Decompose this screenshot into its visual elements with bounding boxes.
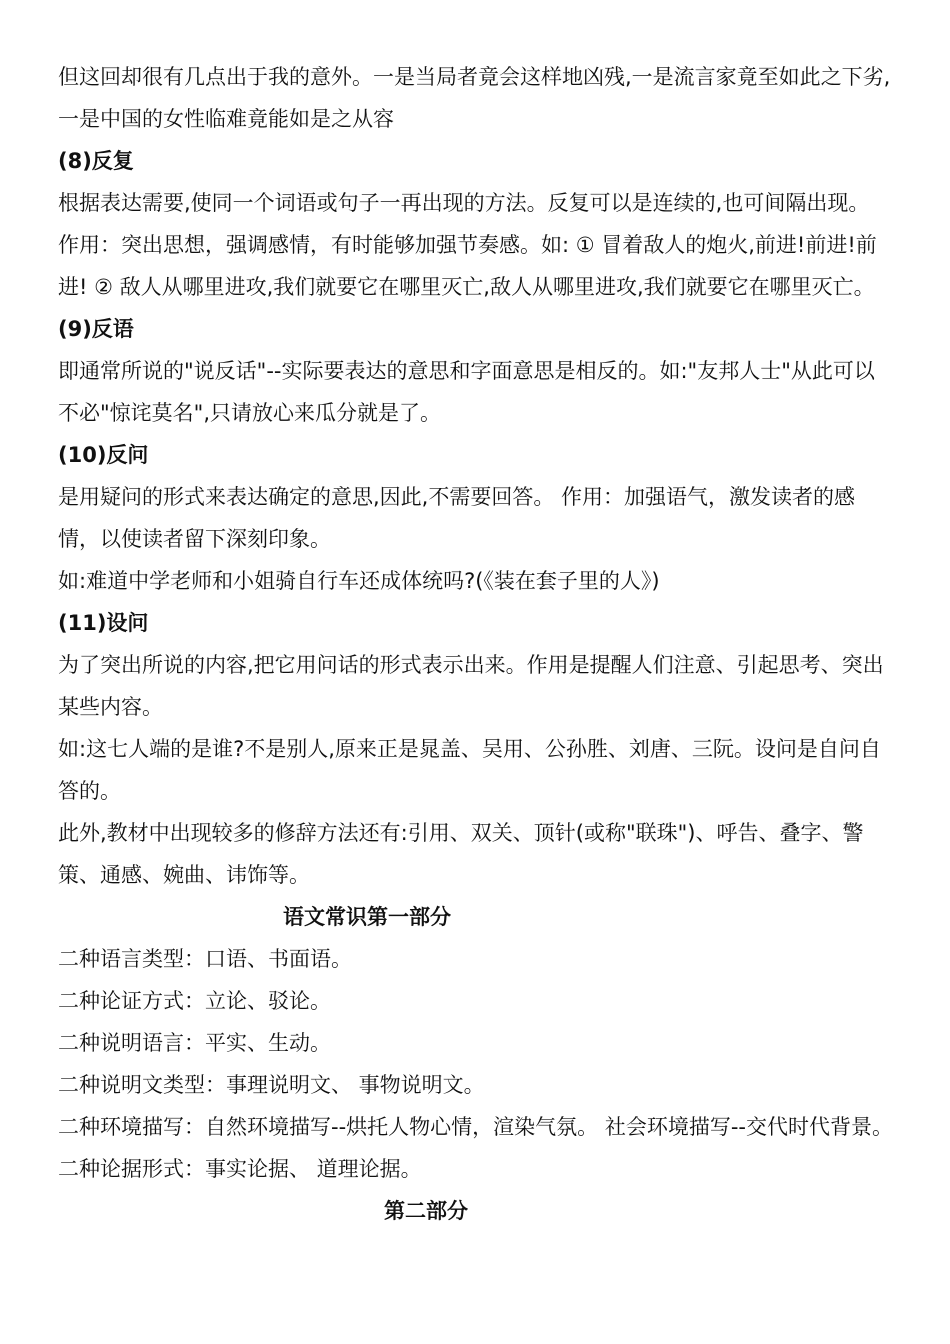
section-title-part-one: 语文常识第一部分 bbox=[283, 905, 451, 929]
heading-irony: (9)反语 bbox=[58, 317, 134, 341]
list-item: 二种说明语言：平实、生动。 bbox=[58, 1031, 331, 1055]
paragraph-rhetorical-question: 是用疑问的形式来表达确定的意思,因此,不需要回答。 作用：加强语气，激发读者的感情，以使读者留下深刻印象。 bbox=[58, 485, 856, 551]
list-item: 二种环境描写：自然环境描写--烘托人物心情，渲染气氛。 社会环境描写--交代时代背景。 bbox=[58, 1115, 893, 1139]
paragraph-other-methods: 此外,教材中出现较多的修辞方法还有:引用、双关、顶针(或称"联珠")、呼告、叠字、警策、通感、婉曲、讳饰等。 bbox=[58, 821, 864, 887]
paragraph-quote: 但这回却很有几点出于我的意外。一是当局者竟会这样地凶残,一是流言家竟至如此之下劣,一是中国的女性临难竟能如是之从容 bbox=[58, 65, 891, 131]
heading-repetition: (8)反复 bbox=[58, 149, 134, 173]
list-item: 二种论证方式：立论、驳论。 bbox=[58, 989, 331, 1013]
section-title-part-two: 第二部分 bbox=[384, 1199, 468, 1223]
paragraph-hypophora-example: 如:这七人端的是谁?不是别人,原来正是晁盖、吴用、公孙胜、刘唐、三阮。设问是自问自答的。 bbox=[58, 737, 881, 803]
paragraph-irony: 即通常所说的"说反话"--实际要表达的意思和字面意思是相反的。如:"友邦人士"从此可以不必"惊诧莫名",只请放心来瓜分就是了。 bbox=[58, 359, 875, 425]
paragraph-repetition: 根据表达需要,使同一个词语或句子一再出现的方法。反复可以是连续的,也可间隔出现。 作用：突出思想，强调感情，有时能够加强节奏感。如: ① 冒着敌人的炮火,前进!前进!前进! ② 敌人从哪里进攻,我们就要它在哪里灭亡,敌人从哪里进攻,我们就要它在哪里灭亡。 bbox=[58, 191, 877, 299]
list-item: 二种语言类型：口语、书面语。 bbox=[58, 947, 352, 971]
list-item: 二种论据形式：事实论据、 道理论据。 bbox=[58, 1157, 422, 1181]
paragraph-hypophora: 为了突出所说的内容,把它用问话的形式表示出来。作用是提醒人们注意、引起思考、突出某些内容。 bbox=[58, 653, 884, 719]
list-item: 二种说明文类型：事理说明文、 事物说明文。 bbox=[58, 1073, 485, 1097]
heading-hypophora: (11)设问 bbox=[58, 611, 149, 635]
document-page bbox=[58, 56, 894, 1232]
heading-rhetorical-question: (10)反问 bbox=[58, 443, 149, 467]
paragraph-rhetorical-example: 如:难道中学老师和小姐骑自行车还成体统吗?(《装在套子里的人》) bbox=[58, 569, 660, 593]
